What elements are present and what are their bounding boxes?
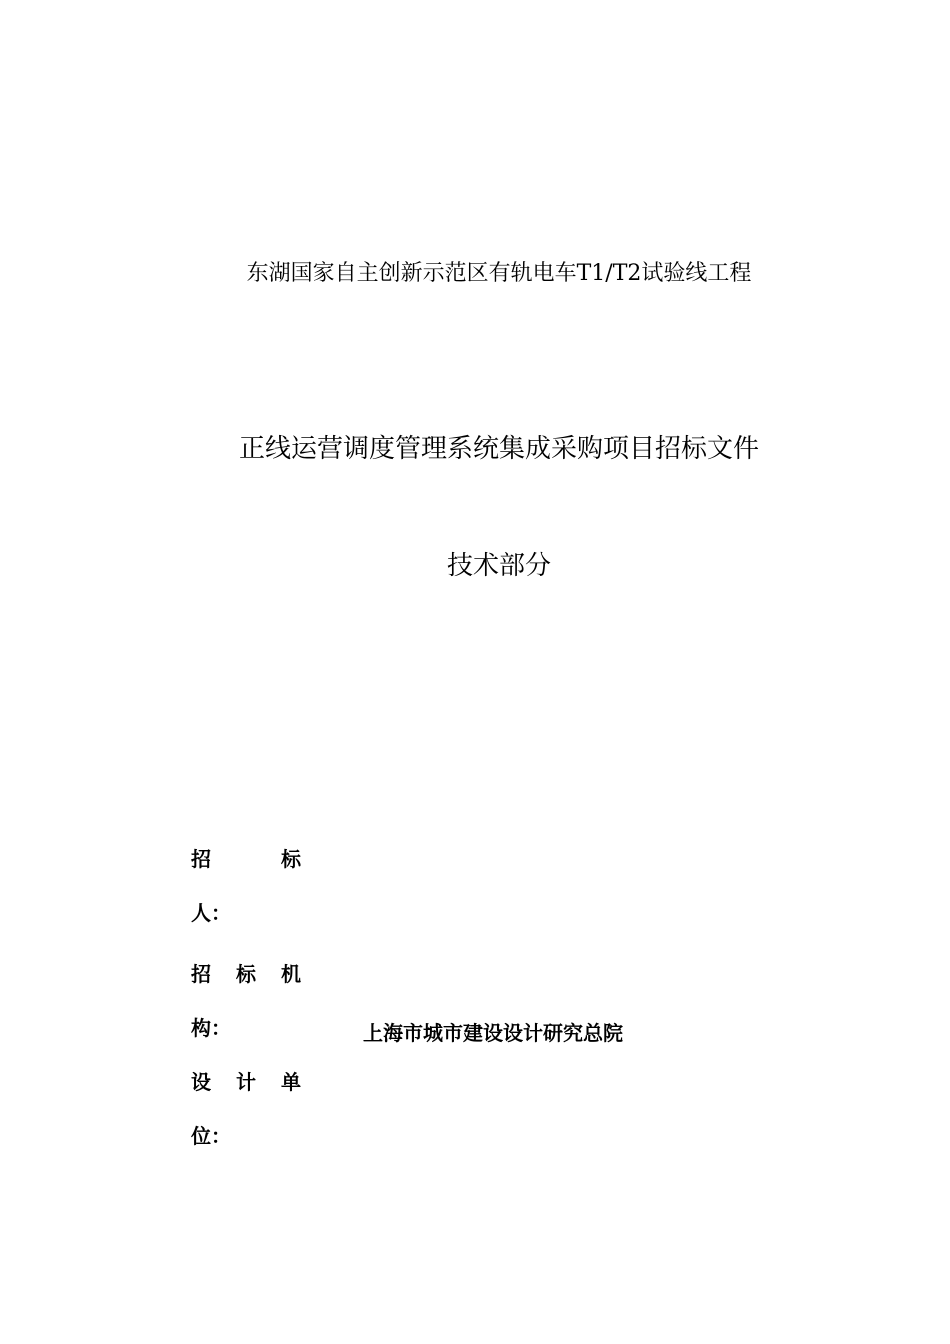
agency-label-char: 机 xyxy=(281,962,301,986)
agency-label xyxy=(191,960,301,1042)
designer-label-line-1 xyxy=(191,1068,301,1096)
designer-label-char: 计 xyxy=(236,1070,256,1094)
agency-label-char: 标 xyxy=(236,962,256,986)
designer-label-char: 单 xyxy=(281,1070,301,1094)
agency-value: 上海市城市建设设计研究总院 xyxy=(363,1021,623,1045)
project-title: 东湖国家自主创新示范区有轨电车T1/T2试验线工程 xyxy=(246,261,752,286)
tenderer-label-char: 招 xyxy=(191,847,211,871)
agency-label-line-2: 构： xyxy=(191,1016,231,1040)
designer-label-line-2: 位： xyxy=(191,1124,231,1148)
tenderer-label-line-2: 人： xyxy=(191,901,231,925)
tenderer-label-char: 标 xyxy=(281,847,301,871)
tenderer-label-line-1 xyxy=(191,845,301,873)
tenderer-label xyxy=(191,845,301,927)
designer-label-char: 设 xyxy=(191,1070,211,1094)
designer-label xyxy=(191,1068,301,1150)
agency-label-line-1 xyxy=(191,960,301,988)
document-title: 正线运营调度管理系统集成采购项目招标文件 xyxy=(238,434,759,464)
document-subtitle: 技术部分 xyxy=(446,551,551,581)
agency-label-char: 招 xyxy=(191,962,211,986)
